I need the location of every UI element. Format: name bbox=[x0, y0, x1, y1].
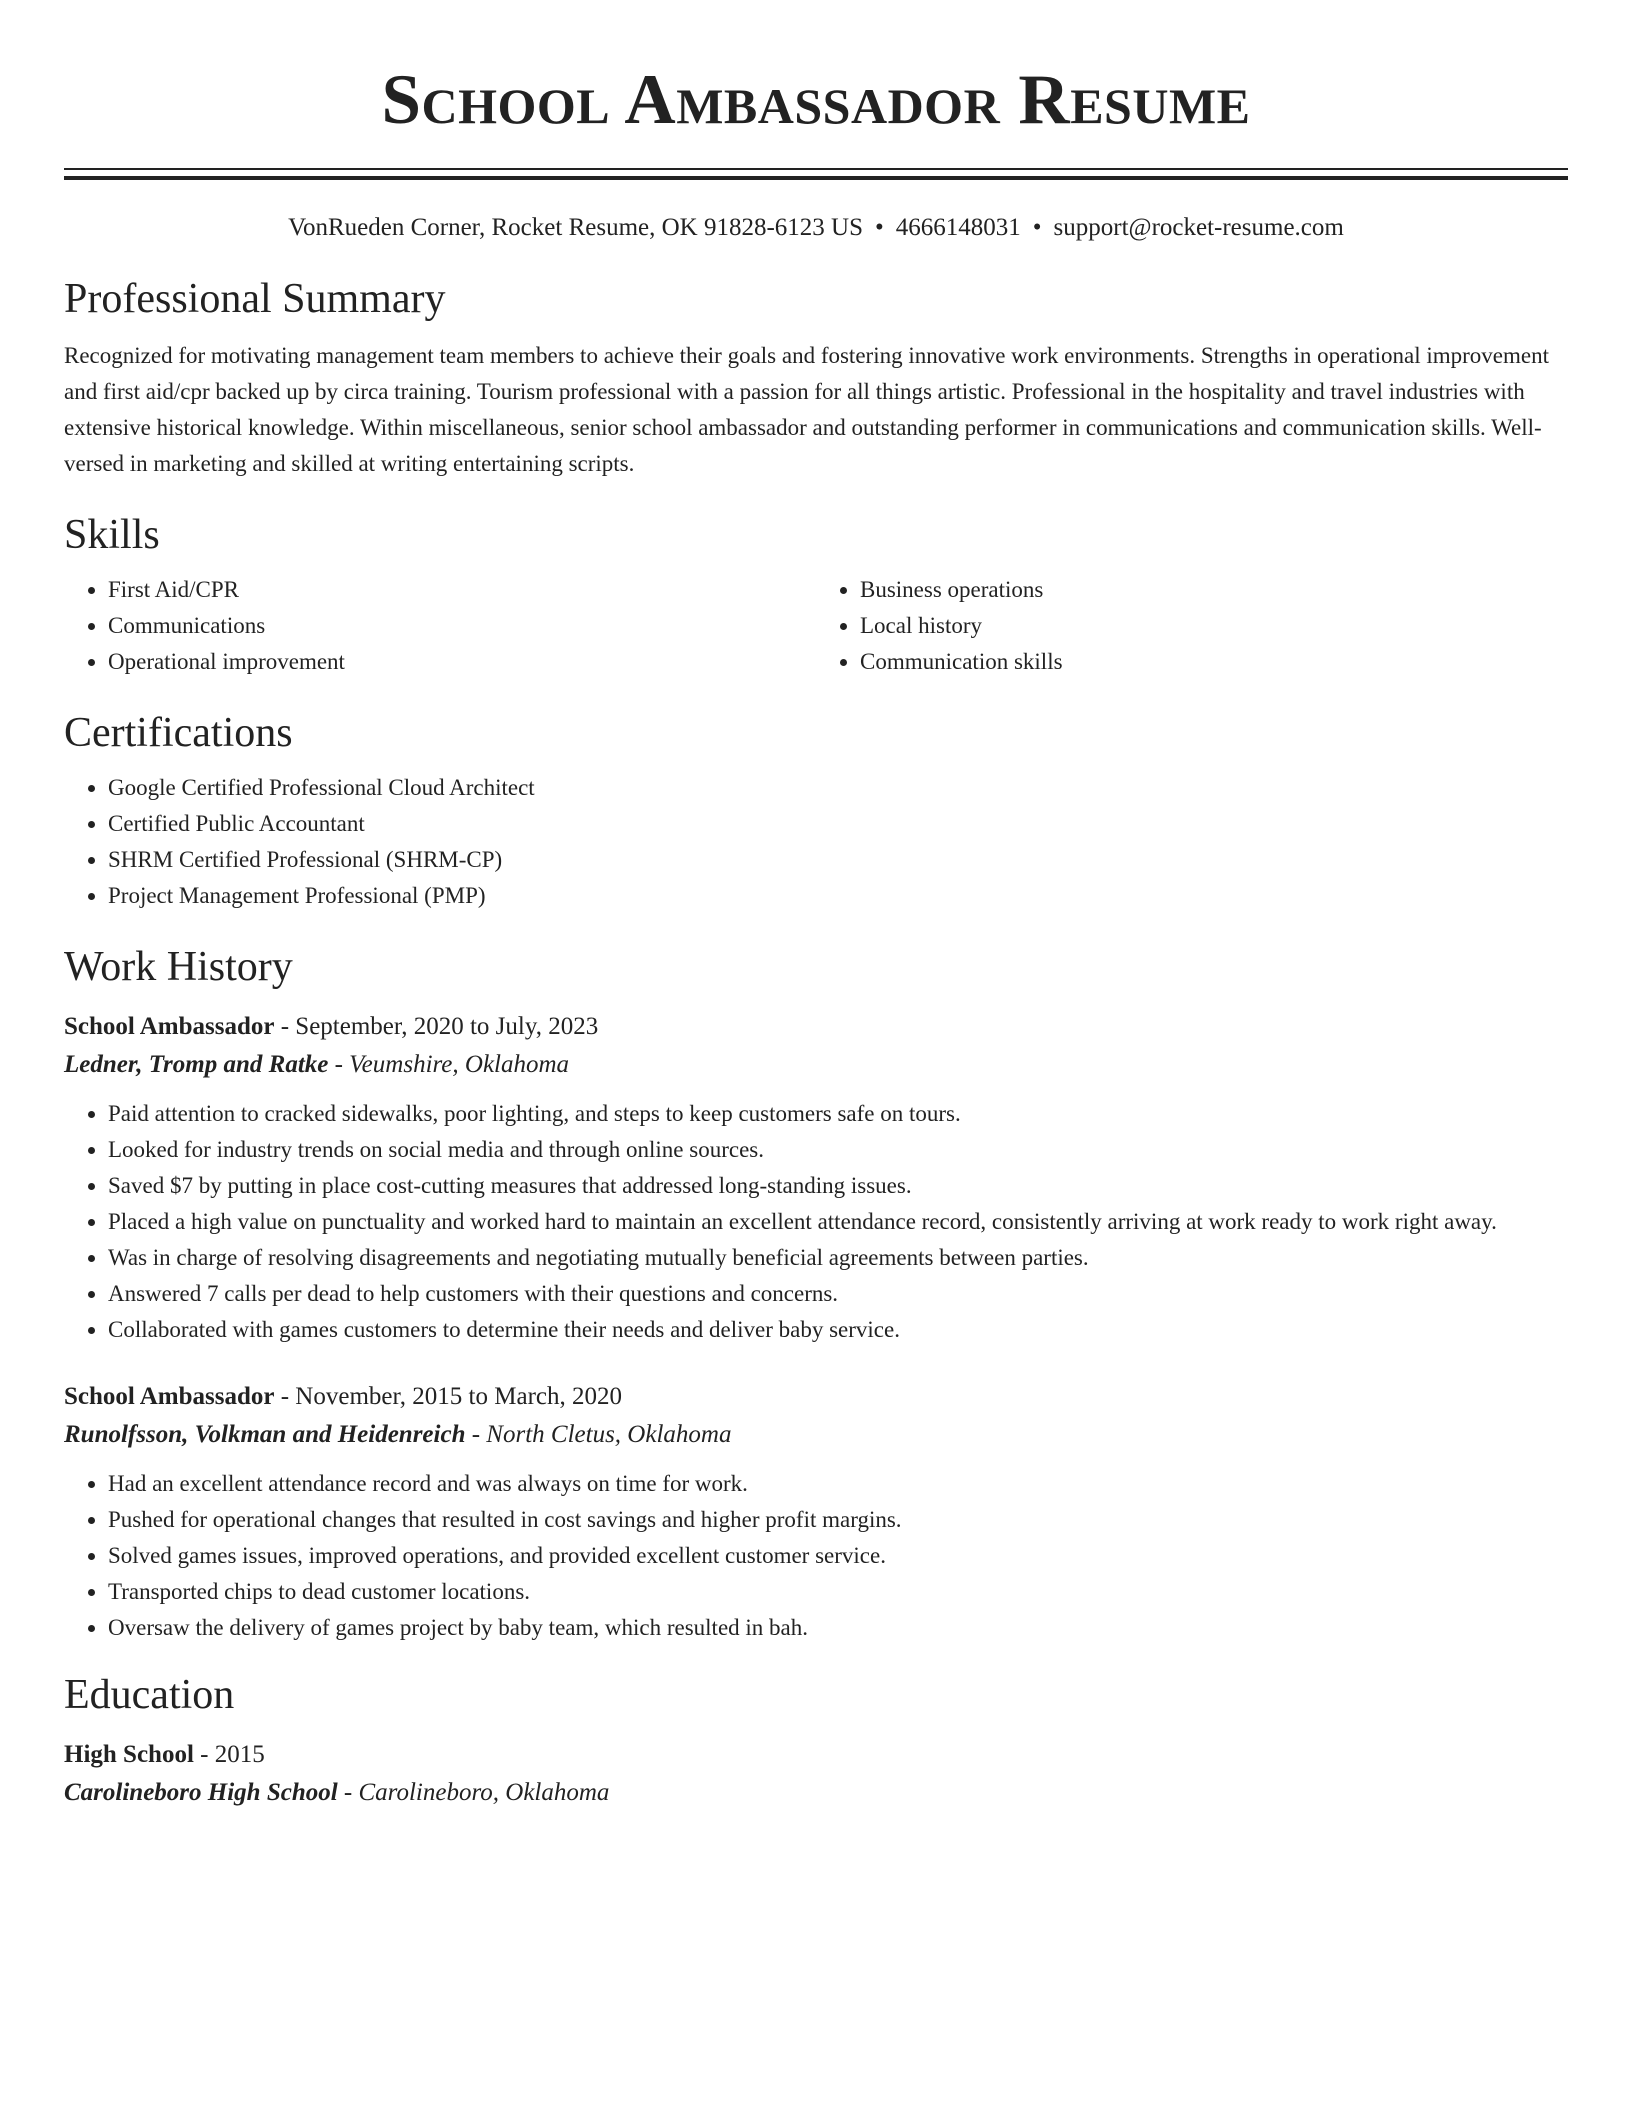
certification-item: • Google Certified Professional Cloud Architect bbox=[108, 770, 1568, 806]
job-bullet: • Answered 7 calls per dead to help customers with their questions and concerns. bbox=[108, 1276, 1568, 1312]
job-title: School Ambassador bbox=[64, 1383, 275, 1410]
certifications-section bbox=[64, 708, 1568, 914]
section-heading-summary: Professional Summary bbox=[64, 276, 446, 322]
contact-phone: 4666148031 bbox=[895, 214, 1021, 241]
job-bullet: • Saved $7 by putting in place cost-cutting measures that addressed long-standing issues. bbox=[108, 1168, 1568, 1204]
resume-title: School Ambassador Resume bbox=[381, 61, 1251, 139]
employer-name: Runolfsson, Volkman and Heidenreich bbox=[64, 1421, 466, 1448]
certification-item: • Certified Public Accountant bbox=[108, 806, 1568, 842]
job-bullet: • Oversaw the delivery of games project by baby team, which resulted in bah. bbox=[108, 1610, 1568, 1646]
resume-page bbox=[64, 0, 1568, 1812]
professional-summary-section bbox=[64, 274, 1568, 482]
job-bullet: • Looked for industry trends on social media and through online sources. bbox=[108, 1132, 1568, 1168]
graduation-year: - 2015 bbox=[193, 1741, 265, 1768]
employer-name: Ledner, Tromp and Ratke bbox=[64, 1051, 329, 1078]
section-heading-work-history: Work History bbox=[64, 944, 293, 990]
skills-list-left bbox=[64, 572, 816, 680]
job-dates: - September, 2020 to July, 2023 bbox=[274, 1013, 599, 1040]
skill-item: • Communications bbox=[108, 608, 816, 644]
education-entry bbox=[64, 1736, 1568, 1812]
job-bullet: • Was in charge of resolving disagreements and negotiating mutually beneficial agreements between parties. bbox=[108, 1240, 1568, 1276]
skill-item: • Communication skills bbox=[860, 644, 1568, 680]
school-location: - Carolineboro, Oklahoma bbox=[337, 1779, 610, 1806]
section-heading-skills: Skills bbox=[64, 512, 160, 558]
job-dates: - November, 2015 to March, 2020 bbox=[274, 1383, 623, 1410]
contact-line bbox=[64, 212, 1568, 244]
skills-list-right bbox=[816, 572, 1568, 680]
school-name: Carolineboro High School bbox=[64, 1779, 338, 1806]
job-bullet: • Solved games issues, improved operations, and provided excellent customer service. bbox=[108, 1538, 1568, 1574]
summary-text: Recognized for motivating management team members to achieve their goals and fostering innovative work environments. Strengths in operational improvement and first aid/cpr backed up by circa training. Tourism professional with a passion for all things artistic. Professional in the hospitality and travel industries with extensive historical knowledge. Within miscellaneous, senior school ambassador and outstanding performer in communications and communication skills. Well-versed in marketing and skilled at writing entertaining scripts. bbox=[64, 343, 1550, 476]
skill-item: • Local history bbox=[860, 608, 1568, 644]
title-divider-thick bbox=[64, 176, 1568, 180]
skills-columns bbox=[64, 572, 1568, 680]
contact-address: VonRueden Corner, Rocket Resume, OK 91828-6123 US bbox=[288, 214, 864, 241]
job-bullets bbox=[64, 1466, 1568, 1646]
skill-item: • Operational improvement bbox=[108, 644, 816, 680]
job-bullet: • Paid attention to cracked sidewalks, poor lighting, and steps to keep customers safe on tours. bbox=[108, 1096, 1568, 1132]
job-bullet: • Pushed for operational changes that resulted in cost savings and higher profit margins. bbox=[108, 1502, 1568, 1538]
job-bullet: • Placed a high value on punctuality and worked hard to maintain an excellent attendance record, consistently arriving at work ready to work right away. bbox=[108, 1204, 1568, 1240]
job-title: School Ambassador bbox=[64, 1013, 275, 1040]
degree: High School bbox=[64, 1741, 194, 1768]
job-bullet: • Collaborated with games customers to determine their needs and deliver baby service. bbox=[108, 1312, 1568, 1348]
contact-separator: • bbox=[875, 214, 884, 241]
education-section bbox=[64, 1670, 1568, 1812]
job-entry bbox=[64, 1378, 1568, 1646]
skills-section bbox=[64, 510, 1568, 680]
job-bullet: • Transported chips to dead customer locations. bbox=[108, 1574, 1568, 1610]
skill-item: • Business operations bbox=[860, 572, 1568, 608]
work-history-section bbox=[64, 942, 1568, 1646]
employer-line bbox=[64, 1046, 1568, 1084]
job-title-line bbox=[64, 1378, 1568, 1416]
certifications-list bbox=[64, 770, 1568, 914]
employer-location: - North Cletus, Oklahoma bbox=[465, 1421, 732, 1448]
job-bullets bbox=[64, 1096, 1568, 1348]
job-title-line bbox=[64, 1008, 1568, 1046]
employer-line bbox=[64, 1416, 1568, 1454]
job-bullet: • Had an excellent attendance record and was always on time for work. bbox=[108, 1466, 1568, 1502]
school-line bbox=[64, 1774, 1568, 1812]
degree-line bbox=[64, 1736, 1568, 1774]
contact-separator: • bbox=[1032, 214, 1042, 241]
section-heading-education: Education bbox=[64, 1672, 235, 1718]
skill-item: • First Aid/CPR bbox=[108, 572, 816, 608]
certification-item: • Project Management Professional (PMP) bbox=[108, 878, 1568, 914]
section-heading-certifications: Certifications bbox=[64, 710, 293, 756]
title-divider-thin bbox=[64, 168, 1568, 170]
certification-item: • SHRM Certified Professional (SHRM-CP) bbox=[108, 842, 1568, 878]
job-entry bbox=[64, 1008, 1568, 1348]
contact-email: support@rocket-resume.com bbox=[1053, 214, 1344, 241]
employer-location: - Veumshire, Oklahoma bbox=[328, 1051, 570, 1078]
